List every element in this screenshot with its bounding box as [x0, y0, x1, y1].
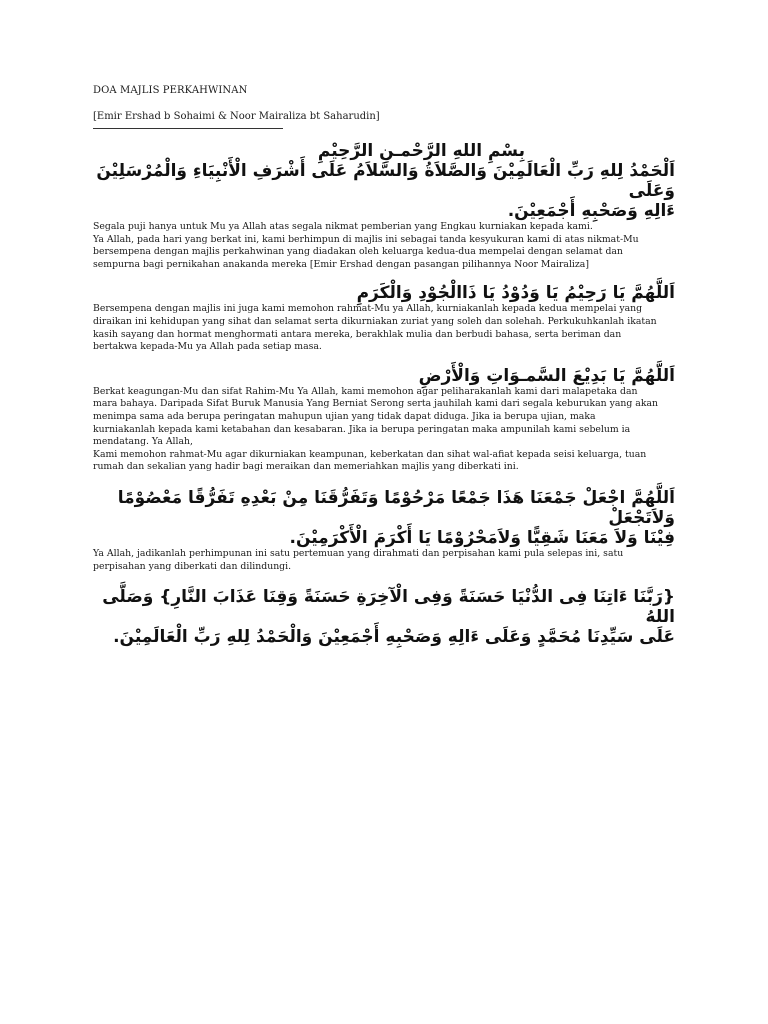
malay-line: kasih sayang dan hormat menghormati antara mereka, berakhlak mulia dan berbudi bahasa, serta beriman dan — [93, 328, 622, 340]
malay-line: diraikan ini kehidupan yang sihat dan selamat serta dikurniakan zuriat yang soleh dan solehah. Perkukuhkanlah ikatan — [93, 315, 657, 327]
arabic-line: ءَالِهِ وَصَحْبِهِ أَجْمَعِيْنَ. — [507, 201, 675, 221]
malay-line: perpisahan yang diberkati dan dilindungi. — [93, 560, 292, 572]
document-page — [93, 84, 675, 647]
document-title: DOA MAJLIS PERKAHWINAN — [93, 85, 248, 96]
arabic-line: بِسْمِ اللهِ الرَّحْمـنِ الرَّحِيْمِ — [317, 141, 525, 161]
arabic-line: {رَبَّنَا ءَاتِنَا فِى الدُّنْيَا حَسَنَةً وَفِى الْآخِرَةِ حَسَنَةً وَقِنَا عَذَابَ النَّارِ} وَصَلَّى اللهُ — [102, 587, 675, 628]
malay-line: mendatang. Ya Allah, — [93, 436, 193, 448]
couple-names: [Emir Ershad b Sohaimi & Noor Mairaliza bt Saharudin] — [93, 111, 380, 122]
malay-line: Bersempena dengan majlis ini juga kami memohon rahmat-Mu ya Allah, kurniakanlah kepada kedua mempelai yang — [93, 303, 643, 315]
prayer-section-opening — [93, 141, 675, 271]
malay-line: menimpa sama ada berupa peringatan mahupun ujian yang tidak dapat diduga. Jika ia berupa ujian, maka — [93, 410, 596, 422]
arabic-line: اَللَّهُمَّ يَا بَدِيْعَ السَّمـوَاتِ وَالْأَرْضِ — [418, 365, 675, 386]
malay-line: Berkat keagungan-Mu dan sifat Rahim-Mu Ya Allah, kami memohon agar peliharakanlah kami dari malapetaka dan — [93, 385, 638, 397]
prayer-section-protection — [93, 366, 675, 474]
malay-line: Ya Allah, pada hari yang berkat ini, kami berhimpun di majlis ini sebagai tanda kesyukuran kami di atas nikmat-Mu — [93, 233, 639, 245]
malay-line: mara bahaya. Daripada Sifat Buruk Manusia Yang Berniat Serong serta jauhilah kami dari segala keburukan yang akan — [93, 398, 658, 410]
prayer-section-rahmat — [93, 283, 675, 353]
prayer-section-gathering — [93, 488, 675, 573]
arabic-line: اَللَّهُمَّ اجْعَلْ جَمْعَنَا هَذَا جَمْعًا مَرْحُوْمًا وَتَفَرُّقَنَا مِنْ بَعْدِهِ تَفَرُّقًا مَعْصُوْمًا وَلاَتَجْعَلْ — [117, 487, 675, 528]
divider-rule — [93, 128, 283, 129]
malay-line: bersempena dengan majlis perkahwinan yang diadakan oleh keluarga kedua-dua mempelai dengan selamat dan — [93, 246, 623, 258]
arabic-line: اَلْحَمْدُ لِلهِ رَبِّ الْعَالَمِيْنَ وَالصَّلاَةُ وَالسَّلاَمُ عَلَى أَشْرَفِ الْأَنْبِيَاءِ وَالْمُرْسَلِيْنَ وَعَلَى — [96, 161, 675, 201]
malay-line: kurniakanlah kepada kami ketabahan dan kesabaran. Jika ia berupa peringatan maka ampunilah kami sebelum ia — [93, 423, 631, 435]
arabic-line: اَللَّهُمَّ يَا رَحِيْمُ يَا وَدُوْدُ يَا ذَاالْجُوْدِ وَالْكَرَمِ — [356, 283, 675, 304]
malay-line: rumah dan sekalian yang hadir bagi meraikan dan memeriahkan majlis yang diberkati ini. — [93, 461, 519, 473]
arabic-line: فِيْنَا وَلاَ مَعَنَا شَقِيًّا وَلاَمَحْرُوْمًا يَا أَكْرَمَ الْأَكْرَمِيْنَ. — [289, 527, 675, 548]
malay-line: Ya Allah, jadikanlah perhimpunan ini satu pertemuan yang dirahmati dan perpisahan kami pula selepas ini, satu — [93, 547, 624, 559]
malay-line: Kami memohon rahmat-Mu agar dikurniakan keampunan, keberkatan dan sihat wal-afiat kepada seisi keluarga, tuan — [93, 448, 647, 460]
prayer-section-closing — [93, 587, 675, 647]
arabic-line: عَلَى سَيِّدِنَا مُحَمَّدٍ وَعَلَى ءَالِهِ وَصَحْبِهِ أَجْمَعِيْنَ وَالْحَمْدُ لِلهِ رَبِّ الْعَالَمِيْنَ. — [113, 627, 675, 648]
malay-line: bertakwa kepada-Mu ya Allah pada setiap masa. — [93, 341, 322, 353]
malay-line: sempurna bagi pernikahan anakanda mereka [Emir Ershad dengan pasangan pilihannya Noor Mairaliza] — [93, 258, 589, 270]
malay-line: Segala puji hanya untuk Mu ya Allah atas segala nikmat pemberian yang Engkau kurniakan kepada kami. — [93, 221, 593, 232]
